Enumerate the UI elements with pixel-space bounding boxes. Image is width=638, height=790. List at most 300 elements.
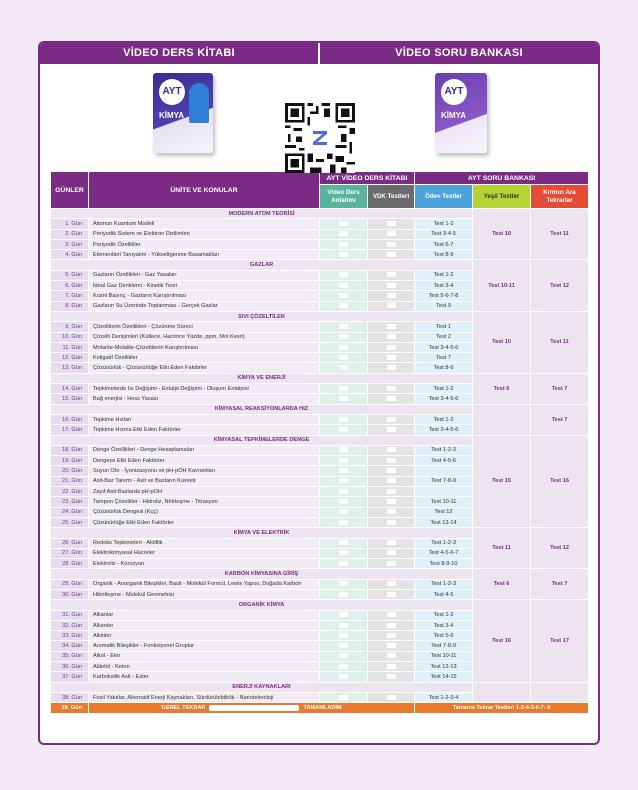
odev-test-cell [415, 466, 473, 476]
yesil-test-cell: Test 10-11 [473, 260, 531, 311]
checkbox-icon[interactable] [387, 458, 396, 463]
odev-test-cell: Test 5-6 [415, 631, 473, 641]
checkbox-icon[interactable] [339, 509, 348, 514]
odev-test-cell: Test 7 [415, 353, 473, 363]
checkbox-icon[interactable] [387, 664, 396, 669]
yesil-test-cell: Test 6 [473, 373, 531, 404]
day-cell: 21. Gün [51, 476, 89, 486]
vdk-testleri-cell [368, 301, 415, 311]
checkbox-icon[interactable] [339, 612, 348, 617]
checkbox-icon[interactable] [387, 674, 396, 679]
checkbox-icon[interactable] [339, 283, 348, 288]
vdk-testleri-cell [368, 353, 415, 363]
topic-cell: Alkanlar [89, 610, 320, 620]
final-row [51, 703, 589, 714]
topic-cell: Çözünürlük - Çözünürlüğe Etki Eden Faktörler [89, 363, 320, 373]
odev-test-cell: Test 13-14 [415, 517, 473, 527]
checkbox-icon[interactable] [339, 365, 348, 370]
checkbox-icon[interactable] [387, 540, 396, 545]
vdk-testleri-cell [368, 281, 415, 291]
topic-cell: Periyodik Sistem ve Elektron Dizilimleri [89, 229, 320, 239]
vdk-testleri-cell [368, 692, 415, 702]
checkbox-icon[interactable] [339, 231, 348, 236]
odev-test-cell: Test 9 [415, 301, 473, 311]
video-anlatimi-cell [320, 487, 368, 497]
vdk-testleri-cell [368, 270, 415, 280]
kirmizi-test-cell: Test 7 [531, 373, 589, 404]
video-anlatimi-cell [320, 589, 368, 599]
tekrar-testleri-cell: Tamama Tekrar Testleri 1-2-4-5-6-7- 8 [415, 703, 589, 714]
vdk-testleri-cell [368, 548, 415, 558]
section-title: MODERN ATOM TEORİSİ [51, 209, 473, 219]
qr-code-icon[interactable] [285, 103, 355, 173]
video-anlatimi-cell [320, 384, 368, 394]
odev-test-cell: Test 6-7 [415, 239, 473, 249]
topic-cell: Çözünürlük Dengesi (Kçç) [89, 507, 320, 517]
topic-cell: Aldehit - Keton [89, 662, 320, 672]
odev-test-cell: Test 3-4-5-6 [415, 342, 473, 352]
section-row [51, 311, 589, 321]
kirmizi-test-cell [531, 682, 589, 703]
video-anlatimi-cell [320, 517, 368, 527]
checkbox-icon[interactable] [339, 664, 348, 669]
odev-test-cell: Test 1-2-3 [415, 445, 473, 455]
vdk-testleri-cell [368, 425, 415, 435]
topic-cell: Atomun Kuantum Modeli [89, 219, 320, 229]
ders-kitabi-cover [153, 73, 213, 153]
checkbox-icon[interactable] [387, 396, 396, 401]
vdk-testleri-cell [368, 239, 415, 249]
study-plan-table [50, 171, 589, 714]
vdk-testleri-header: VDK Testleri [368, 185, 415, 209]
checkbox-icon[interactable] [387, 695, 396, 700]
checkbox-icon[interactable] [387, 489, 396, 494]
checkbox-icon[interactable] [387, 509, 396, 514]
day-cell: 32. Gün [51, 620, 89, 630]
section-row [51, 569, 589, 579]
checkbox-icon[interactable] [339, 303, 348, 308]
video-anlatimi-cell [320, 322, 368, 332]
checkbox-icon[interactable] [339, 489, 348, 494]
vdk-testleri-cell [368, 497, 415, 507]
checkbox-icon[interactable] [387, 365, 396, 370]
checkbox-icon[interactable] [387, 303, 396, 308]
odev-test-cell: Test 10-11 [415, 651, 473, 661]
topic-cell: Çözelti Derişimleri (Kütlece, Hacimce Yüzde, ppm, Mol Kesri) [89, 332, 320, 342]
day-cell: 26. Gün [51, 538, 89, 548]
vdk-testleri-cell [368, 384, 415, 394]
yesil-test-cell: Test 6 [473, 569, 531, 600]
kirmizi-test-cell: Test 11 [531, 311, 589, 373]
section-title: KARBON KİMYASINA GİRİŞ [51, 569, 473, 579]
video-anlatimi-cell [320, 456, 368, 466]
vdk-testleri-cell [368, 651, 415, 661]
section-title: KİMYA VE ELEKTRİK [51, 528, 473, 538]
kirmizi-test-cell: Test 17 [531, 600, 589, 682]
day-cell: 35. Gün [51, 651, 89, 661]
vdk-testleri-cell [368, 322, 415, 332]
vdk-testleri-cell [368, 332, 415, 342]
checkbox-icon[interactable] [339, 653, 348, 658]
day-cell: 37. Gün [51, 672, 89, 682]
day-cell: 12. Gün [51, 353, 89, 363]
checkbox-icon[interactable] [339, 293, 348, 298]
topic-cell: Denge Özellikleri - Denge Hesaplamaları [89, 445, 320, 455]
checkbox-icon[interactable] [339, 345, 348, 350]
checkbox-icon[interactable] [339, 520, 348, 525]
final-day-cell: 39. Gün [51, 703, 89, 714]
kirmizi-test-cell: Test 7 [531, 404, 589, 435]
checkbox-icon[interactable] [387, 293, 396, 298]
section-title: ORGANİK KİMYA [51, 600, 473, 610]
checkbox-icon[interactable] [387, 242, 396, 247]
ders-kitabi-cover-title: KİMYA [159, 111, 185, 120]
checkbox-icon[interactable] [339, 447, 348, 452]
vdk-testleri-cell [368, 456, 415, 466]
video-anlatimi-cell [320, 342, 368, 352]
vsb-group-header: AYT SORU BANKASI [415, 172, 589, 185]
genel-tekrar-cell [89, 703, 415, 714]
day-cell: 38. Gün [51, 692, 89, 702]
section-row [51, 373, 589, 383]
topic-cell: Tepkime Hızları [89, 414, 320, 424]
day-cell: 22. Gün [51, 487, 89, 497]
video-ders-kitabi-title: VİDEO DERS KİTABI [40, 43, 320, 64]
topic-cell: Molarite-Molalite-Çözeltilerin Karıştırılması [89, 342, 320, 352]
video-anlatimi-cell [320, 620, 368, 630]
kirmizi-tekrar-header: Kırmızı Ara Tekrarlar [531, 185, 589, 209]
day-cell: 19. Gün [51, 456, 89, 466]
video-anlatimi-cell [320, 394, 368, 404]
checkbox-icon[interactable] [339, 427, 348, 432]
odev-test-cell: Test 3-4 [415, 620, 473, 630]
genel-tekrar-label: GENEL TEKRAR [161, 705, 206, 712]
checkbox-icon[interactable] [387, 623, 396, 628]
checkbox-icon[interactable] [339, 633, 348, 638]
cover-area [40, 64, 598, 171]
odev-test-cell: Test 12 [415, 507, 473, 517]
yesil-test-cell: Test 15 [473, 435, 531, 528]
video-anlatimi-cell [320, 425, 368, 435]
odev-test-cell: Test 1-2-3-4 [415, 692, 473, 702]
video-anlatimi-cell [320, 538, 368, 548]
checkbox-icon[interactable] [387, 324, 396, 329]
day-cell: 13. Gün [51, 363, 89, 373]
checkbox-icon[interactable] [387, 550, 396, 555]
checkbox-icon[interactable] [339, 355, 348, 360]
video-anlatimi-cell [320, 239, 368, 249]
day-cell: 2. Gün [51, 229, 89, 239]
yesil-testler-header: Yeşil Testler [473, 185, 531, 209]
topic-cell: Alkol - Eter [89, 651, 320, 661]
yesil-test-cell [473, 404, 531, 435]
cover-person-image [189, 83, 209, 123]
odev-testler-header: Ödev Testler [415, 185, 473, 209]
odev-test-cell: Test 1-2 [415, 610, 473, 620]
video-anlatimi-cell [320, 353, 368, 363]
section-row [51, 682, 589, 692]
title-bar [40, 43, 598, 64]
section-title: GAZLAR [51, 260, 473, 270]
checkbox-icon[interactable] [387, 417, 396, 422]
video-anlatimi-cell [320, 662, 368, 672]
soru-bankasi-cover [435, 73, 487, 153]
checkbox-icon[interactable] [339, 695, 348, 700]
checkbox-icon[interactable] [387, 355, 396, 360]
topic-cell: Kısmi Basınç - Gazların Karıştırılması [89, 291, 320, 301]
yesil-test-cell: Test 10 [473, 311, 531, 373]
video-anlatimi-cell [320, 641, 368, 651]
video-anlatimi-cell [320, 548, 368, 558]
odev-test-cell: Test 4-5 [415, 589, 473, 599]
genel-tekrar-group [89, 705, 414, 711]
vdk-testleri-cell [368, 229, 415, 239]
tamamladim-label: TAMAMLADIM [303, 705, 342, 712]
topic-cell: Dengeye Etki Eden Faktörler [89, 456, 320, 466]
video-anlatimi-cell [320, 476, 368, 486]
vdk-testleri-cell [368, 579, 415, 589]
day-cell: 6. Gün [51, 281, 89, 291]
video-anlatimi-cell [320, 270, 368, 280]
topic-cell: Karboksilik Asit - Ester [89, 672, 320, 682]
topic-cell: Elektrokimyasal Hücreler [89, 548, 320, 558]
section-row [51, 260, 589, 270]
genel-tekrar-input[interactable] [209, 705, 299, 711]
odev-test-cell: Test 8-9-10 [415, 559, 473, 569]
checkbox-icon[interactable] [387, 283, 396, 288]
odev-test-cell: Test 3-4 [415, 281, 473, 291]
checkbox-icon[interactable] [339, 386, 348, 391]
day-cell: 23. Gün [51, 497, 89, 507]
plan-body [51, 209, 589, 714]
day-cell: 25. Gün [51, 517, 89, 527]
odev-test-cell: Test 1-2 [415, 414, 473, 424]
vdk-testleri-cell [368, 394, 415, 404]
vdk-testleri-cell [368, 507, 415, 517]
video-anlatimi-cell [320, 631, 368, 641]
day-cell: 1. Gün [51, 219, 89, 229]
day-cell: 5. Gün [51, 270, 89, 280]
topic-cell: Zayıf Asit-Bazlarda pH-pOH [89, 487, 320, 497]
topic-cell: Aromatik Bileşikler - Fonksiyonel Gruplar [89, 641, 320, 651]
checkbox-icon[interactable] [387, 633, 396, 638]
odev-test-cell: Test 2 [415, 332, 473, 342]
checkbox-icon[interactable] [339, 540, 348, 545]
day-cell: 28. Gün [51, 559, 89, 569]
checkbox-icon[interactable] [387, 612, 396, 617]
day-cell: 15. Gün [51, 394, 89, 404]
video-anlatimi-cell [320, 229, 368, 239]
odev-test-cell: Test 8-9 [415, 363, 473, 373]
checkbox-icon[interactable] [339, 499, 348, 504]
topic-cell: Alkinler [89, 631, 320, 641]
checkbox-icon[interactable] [387, 478, 396, 483]
odev-test-cell: Test 10-11 [415, 497, 473, 507]
kirmizi-test-cell: Test 12 [531, 260, 589, 311]
video-anlatimi-cell [320, 672, 368, 682]
checkbox-icon[interactable] [387, 231, 396, 236]
yesil-test-cell: Test 10 [473, 209, 531, 260]
checkbox-icon[interactable] [387, 643, 396, 648]
checkbox-icon[interactable] [387, 386, 396, 391]
vdk-testleri-cell [368, 363, 415, 373]
odev-test-cell: Test 1-2 [415, 384, 473, 394]
checkbox-icon[interactable] [339, 396, 348, 401]
checkbox-icon[interactable] [387, 520, 396, 525]
day-cell: 14. Gün [51, 384, 89, 394]
section-row [51, 435, 589, 445]
vdk-testleri-cell [368, 610, 415, 620]
checkbox-icon[interactable] [339, 643, 348, 648]
day-cell: 10. Gün [51, 332, 89, 342]
checkbox-icon[interactable] [387, 581, 396, 586]
section-title: KİMYASAL TEPKİMELERDE DENGE [51, 435, 473, 445]
day-cell: 29. Gün [51, 579, 89, 589]
odev-test-cell: Test 7-8-9 [415, 641, 473, 651]
section-row [51, 209, 589, 219]
odev-test-cell: Test 8-9 [415, 250, 473, 260]
day-cell: 36. Gün [51, 662, 89, 672]
checkbox-icon[interactable] [339, 221, 348, 226]
checkbox-icon[interactable] [339, 478, 348, 483]
checkbox-icon[interactable] [387, 345, 396, 350]
video-anlatimi-cell [320, 332, 368, 342]
vdk-testleri-cell [368, 291, 415, 301]
topic-cell: Çözeltilerin Özellikleri - Çözünme Süreci [89, 322, 320, 332]
odev-test-cell: Test 14-15 [415, 672, 473, 682]
video-anlatimi-cell [320, 281, 368, 291]
video-anlatimi-cell [320, 507, 368, 517]
checkbox-icon[interactable] [387, 447, 396, 452]
day-cell: 20. Gün [51, 466, 89, 476]
checkbox-icon[interactable] [387, 427, 396, 432]
video-anlatimi-cell [320, 445, 368, 455]
day-cell: 31. Gün [51, 610, 89, 620]
odev-test-cell: Test 7-8-9 [415, 476, 473, 486]
checkbox-icon[interactable] [339, 417, 348, 422]
checkbox-icon[interactable] [387, 334, 396, 339]
checkbox-icon[interactable] [339, 272, 348, 277]
checkbox-icon[interactable] [339, 458, 348, 463]
odev-test-cell: Test 5-6-7-8 [415, 291, 473, 301]
vdk-testleri-cell [368, 445, 415, 455]
topic-cell: Gazların Özellikleri - Gaz Yasaları [89, 270, 320, 280]
kirmizi-test-cell: Test 16 [531, 435, 589, 528]
checkbox-icon[interactable] [387, 272, 396, 277]
kirmizi-test-cell: Test 12 [531, 528, 589, 569]
checkbox-icon[interactable] [339, 334, 348, 339]
checkbox-icon[interactable] [339, 581, 348, 586]
checkbox-icon[interactable] [339, 592, 348, 597]
day-cell: 17. Gün [51, 425, 89, 435]
video-anlatimi-cell [320, 579, 368, 589]
checkbox-icon[interactable] [387, 561, 396, 566]
topic-cell: Organik - Anorganik Bileşikler, Basit - Molekül Formül, Lewis Yapısı, Doğada Karbon [89, 579, 320, 589]
topic-cell: Periyodik Özellikler [89, 239, 320, 249]
video-anlatimi-cell [320, 250, 368, 260]
video-anlatimi-cell [320, 363, 368, 373]
video-anlatimi-cell [320, 559, 368, 569]
vdk-testleri-cell [368, 487, 415, 497]
checkbox-icon[interactable] [387, 499, 396, 504]
section-title: SIVI ÇÖZELTİLER [51, 311, 473, 321]
checkbox-icon[interactable] [339, 623, 348, 628]
odev-test-cell: Test 1-2 [415, 270, 473, 280]
vdk-group-header: AYT VİDEO DERS KİTABI [320, 172, 415, 185]
section-row [51, 600, 589, 610]
vdk-testleri-cell [368, 538, 415, 548]
vdk-testleri-cell [368, 342, 415, 352]
checkbox-icon[interactable] [339, 324, 348, 329]
checkbox-icon[interactable] [387, 252, 396, 257]
checkbox-icon[interactable] [339, 468, 348, 473]
section-title: KİMYA VE ENERJİ [51, 373, 473, 383]
vdk-testleri-cell [368, 476, 415, 486]
vdk-testleri-cell [368, 589, 415, 599]
vdk-testleri-cell [368, 631, 415, 641]
vdk-testleri-cell [368, 414, 415, 424]
checkbox-icon[interactable] [387, 653, 396, 658]
video-anlatimi-cell [320, 651, 368, 661]
checkbox-icon[interactable] [339, 252, 348, 257]
soru-bankasi-cover-title: KİMYA [441, 111, 467, 120]
day-cell: 30. Gün [51, 589, 89, 599]
checkbox-icon[interactable] [339, 674, 348, 679]
topic-cell: Elementleri Tanıyalım - Yükseltgenme Basamakları [89, 250, 320, 260]
checkbox-icon[interactable] [387, 221, 396, 226]
section-title: ENERJİ KAYNAKLARI [51, 682, 473, 692]
video-soru-bankasi-title: VİDEO SORU BANKASI [395, 47, 523, 59]
vdk-testleri-cell [368, 559, 415, 569]
video-anlatimi-cell [320, 692, 368, 702]
video-anlatimi-cell [320, 414, 368, 424]
topic-cell: Çözünürlüğe Etki Eden Faktörler [89, 517, 320, 527]
checkbox-icon[interactable] [339, 242, 348, 247]
video-anlatimi-cell [320, 610, 368, 620]
topic-cell: Koligatif Özellikler [89, 353, 320, 363]
topic-cell: İdeal Gaz Denklemi - Kinetik Teori [89, 281, 320, 291]
video-anlatimi-cell [320, 291, 368, 301]
topic-cell: Hibritleşme - Molekül Geometrisi [89, 589, 320, 599]
topic-cell: Suyun Oto - İyonizasyonu ve pH-pOH Kavramları [89, 466, 320, 476]
kirmizi-test-cell: Test 11 [531, 209, 589, 260]
video-anlatimi-cell [320, 466, 368, 476]
day-cell: 7. Gün [51, 291, 89, 301]
kirmizi-test-cell: Test 7 [531, 569, 589, 600]
odev-test-cell: Test 3-4-5-6 [415, 425, 473, 435]
vdk-testleri-cell [368, 250, 415, 260]
checkbox-icon[interactable] [387, 468, 396, 473]
vdk-testleri-cell [368, 672, 415, 682]
day-cell: 24. Gün [51, 507, 89, 517]
study-plan-frame [38, 41, 600, 745]
topic-cell: Alkenler [89, 620, 320, 630]
day-cell: 3. Gün [51, 239, 89, 249]
checkbox-icon[interactable] [339, 550, 348, 555]
checkbox-icon[interactable] [339, 561, 348, 566]
section-row [51, 404, 589, 414]
day-cell: 34. Gün [51, 641, 89, 651]
yesil-test-cell [473, 682, 531, 703]
gunler-header: GÜNLER [51, 172, 89, 209]
vdk-testleri-cell [368, 219, 415, 229]
vdk-testleri-cell [368, 517, 415, 527]
odev-test-cell: Test 1 [415, 322, 473, 332]
day-cell: 16. Gün [51, 414, 89, 424]
checkbox-icon[interactable] [387, 592, 396, 597]
odev-test-cell: Test 12-13 [415, 662, 473, 672]
yesil-test-cell: Test 16 [473, 600, 531, 682]
